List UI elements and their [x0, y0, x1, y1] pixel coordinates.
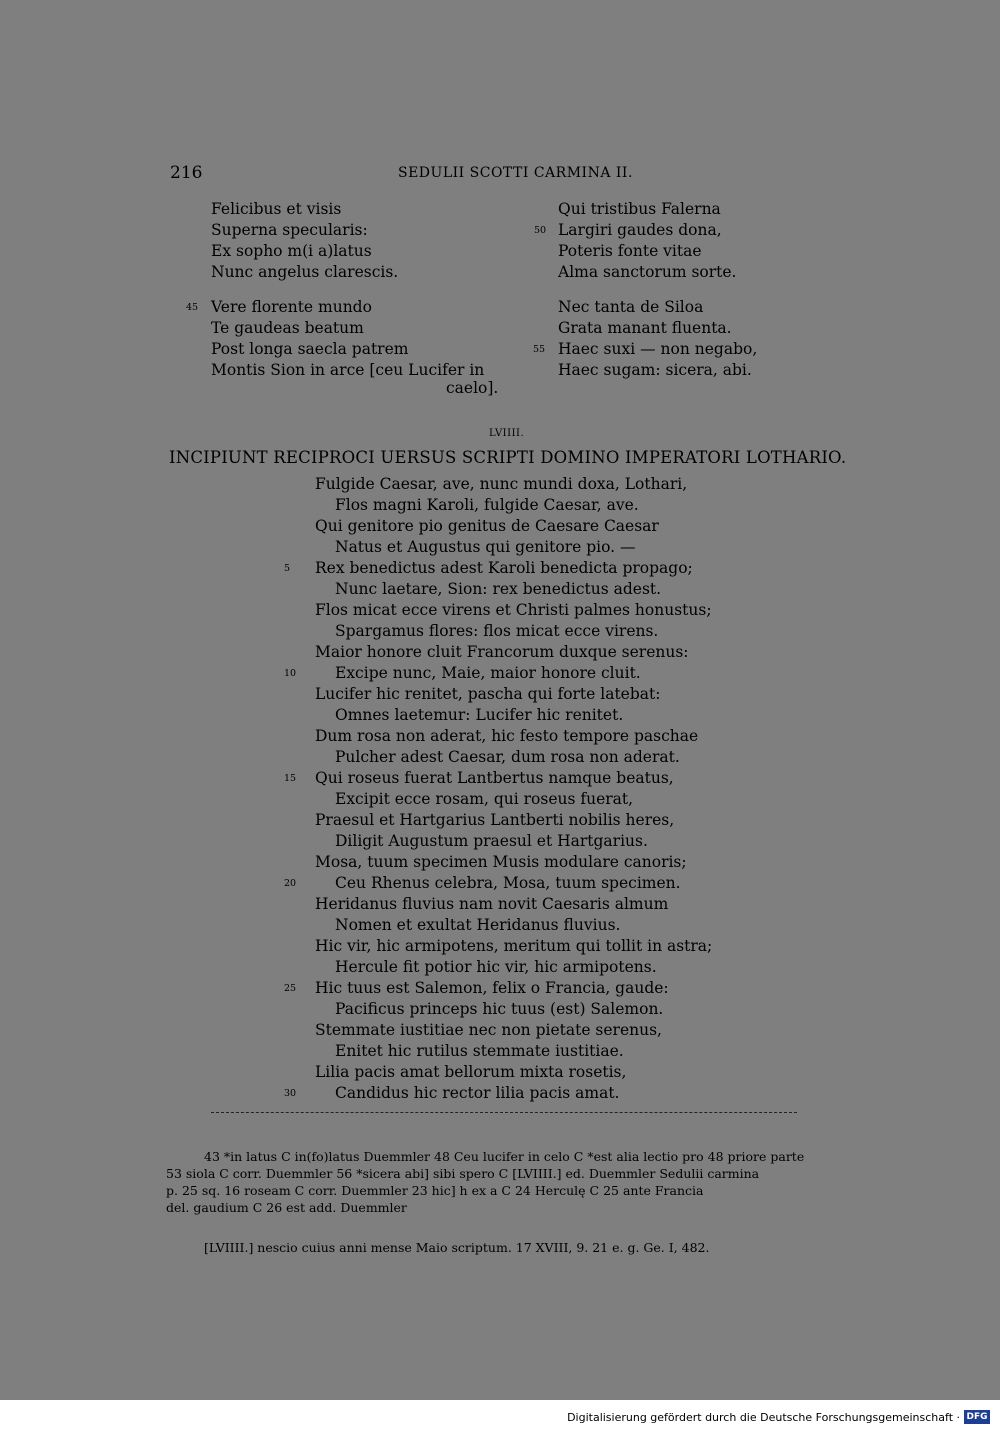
line-number: 55: [533, 344, 546, 355]
poem-line: Lucifer hic renitet, pascha qui forte latebat:: [315, 685, 661, 703]
line-number: 20: [284, 878, 297, 889]
poem-line: Pulcher adest Caesar, dum rosa non aderat.: [335, 748, 680, 766]
poem-line: Excipit ecce rosam, qui roseus fuerat,: [335, 790, 634, 808]
verse-line: Poteris fonte vitae: [558, 242, 702, 260]
dfg-logo: DFG: [964, 1410, 990, 1424]
poem-line: Nomen et exultat Heridanus fluvius.: [335, 916, 621, 934]
line-number: 45: [186, 302, 199, 313]
verse-line: Qui tristibus Falerna: [558, 200, 721, 218]
line-number: 25: [284, 983, 297, 994]
verse-line: Grata manant fluenta.: [558, 319, 732, 337]
poem-line: Qui genitore pio genitus de Caesare Caesar: [315, 517, 659, 535]
digitization-footer: [0, 1400, 1000, 1434]
apparatus-line: 43 *in latus C in(fo)latus Duemmler 48 Ceu lucifer in celo C *est alia lectio pro 48 priore parte: [204, 1149, 805, 1164]
verse-line: Montis Sion in arce [ceu Lucifer in: [211, 361, 485, 379]
poem-line: Mosa, tuum specimen Musis modulare canoris;: [315, 853, 687, 871]
verse-line: Alma sanctorum sorte.: [558, 263, 737, 281]
line-number: 15: [284, 773, 297, 784]
poem-line: Natus et Augustus qui genitore pio. —: [335, 538, 636, 556]
poem-line: Diligit Augustum praesul et Hartgarius.: [335, 832, 648, 850]
poem-line: Lilia pacis amat bellorum mixta rosetis,: [315, 1063, 627, 1081]
poem-line: Excipe nunc, Maie, maior honore cluit.: [335, 664, 641, 682]
poem-line: Omnes laetemur: Lucifer hic renitet.: [335, 706, 624, 724]
poem-title: INCIPIUNT RECIPROCI UERSUS SCRIPTI DOMINO IMPERATORI LOTHARIO.: [169, 448, 847, 467]
apparatus-line: p. 25 sq. 16 roseam C corr. Duemmler 23 hic] h ex a C 24 Herculę C 25 ante Francia: [166, 1183, 704, 1198]
line-number: 50: [534, 225, 547, 236]
poem-line: Fulgide Caesar, ave, nunc mundi doxa, Lothari,: [315, 475, 688, 493]
poem-line: Spargamus flores: flos micat ecce virens.: [335, 622, 659, 640]
poem-line: Qui roseus fuerat Lantbertus namque beatus,: [315, 769, 674, 787]
poem-line: Stemmate iustitiae nec non pietate serenus,: [315, 1021, 662, 1039]
poem-number: LVIIII.: [489, 428, 525, 439]
poem-line: Ceu Rhenus celebra, Mosa, tuum specimen.: [335, 874, 681, 892]
line-number: 30: [284, 1088, 297, 1099]
poem-line: Maior honore cluit Francorum duxque serenus:: [315, 643, 689, 661]
verse-line: Vere florente mundo: [211, 298, 372, 316]
footer-text: Digitalisierung gefördert durch die Deutsche Forschungsgemeinschaft ·: [567, 1411, 960, 1424]
running-title: SEDULII SCOTTI CARMINA II.: [398, 165, 633, 181]
poem-line: Praesul et Hartgarius Lantberti nobilis heres,: [315, 811, 675, 829]
poem-line: Heridanus fluvius nam novit Caesaris almum: [315, 895, 669, 913]
sources-note: [LVIIII.] nescio cuius anni mense Maio scriptum. 17 XVIII, 9. 21 e. g. Ge. I, 482.: [204, 1240, 710, 1255]
verse-line: Te gaudeas beatum: [211, 319, 364, 337]
separator-rule: [211, 1112, 797, 1113]
verse-overflow: caelo].: [446, 379, 499, 397]
page-number: 216: [170, 163, 203, 183]
line-number: 5: [284, 563, 291, 574]
poem-line: Nunc laetare, Sion: rex benedictus adest.: [335, 580, 662, 598]
poem-line: Enitet hic rutilus stemmate iustitiae.: [335, 1042, 624, 1060]
verse-line: Nunc angelus clarescis.: [211, 263, 399, 281]
verse-line: Post longa saecla patrem: [211, 340, 409, 358]
apparatus-line: del. gaudium C 26 est add. Duemmler: [166, 1200, 407, 1215]
verse-line: Nec tanta de Siloa: [558, 298, 704, 316]
verse-line: Haec sugam: sicera, abi.: [558, 361, 752, 379]
poem-line: Flos magni Karoli, fulgide Caesar, ave.: [335, 496, 639, 514]
verse-line: Largiri gaudes dona,: [558, 221, 722, 239]
poem-line: Hercule fit potior hic vir, hic armipotens.: [335, 958, 657, 976]
poem-line: Pacificus princeps hic tuus (est) Salemon.: [335, 1000, 664, 1018]
apparatus-line: 53 siola C corr. Duemmler 56 *sicera abi] sibi spero C [LVIIII.] ed. Duemmler Sedulii carmina: [166, 1166, 760, 1181]
poem-line: Candidus hic rector lilia pacis amat.: [335, 1084, 620, 1102]
verse-line: Felicibus et visis: [211, 200, 342, 218]
verse-line: Haec suxi — non negabo,: [558, 340, 758, 358]
poem-line: Dum rosa non aderat, hic festo tempore paschae: [315, 727, 699, 745]
line-number: 10: [284, 668, 297, 679]
verse-line: Superna specularis:: [211, 221, 368, 239]
poem-line: Rex benedictus adest Karoli benedicta propago;: [315, 559, 693, 577]
verse-line: Ex sopho m(i a)latus: [211, 242, 372, 260]
poem-line: Hic tuus est Salemon, felix o Francia, gaude:: [315, 979, 669, 997]
poem-line: Hic vir, hic armipotens, meritum qui tollit in astra;: [315, 937, 713, 955]
poem-line: Flos micat ecce virens et Christi palmes honustus;: [315, 601, 712, 619]
